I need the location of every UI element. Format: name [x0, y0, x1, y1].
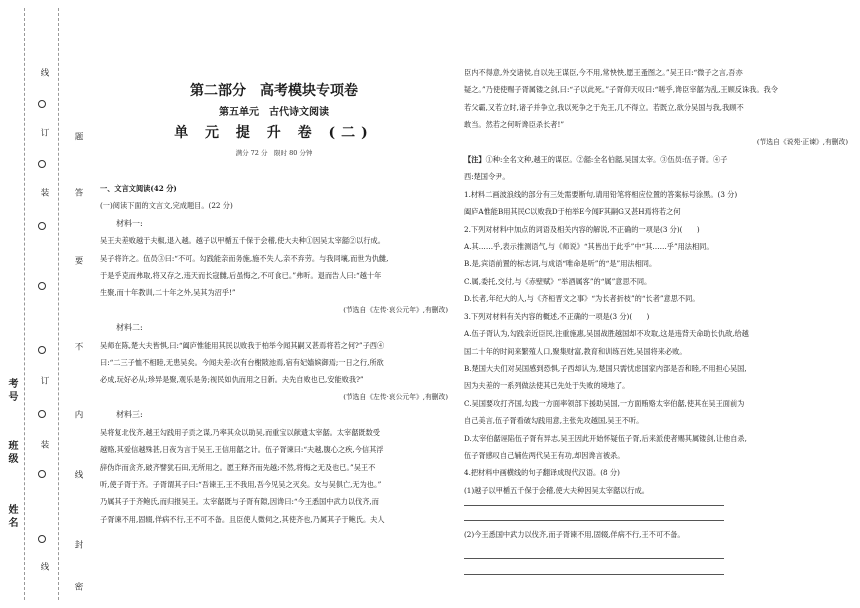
material-2-line: 曰:“二三子恤不相睦,无患吴矣。今闻夫差:次有台榭陂池焉,宿有妃嫱嫔御焉;一日之行,所欲 [100, 358, 384, 368]
binding-mark: 题 [73, 132, 83, 143]
binding-mark: 线 [73, 470, 83, 481]
question-2: 2.下列对材料中加点的词语及相关内容的解说,不正确的一项是(3 分)( ) [464, 224, 700, 234]
material-1-source: (节选自《左传·哀公元年》,有删改) [343, 305, 448, 314]
class-label: 班级 [6, 440, 17, 466]
material-3-source: (节选自《说苑·正谏》,有删改) [756, 137, 848, 146]
binding-mark: 装 [39, 440, 49, 451]
material-1-line: 于是乎克而弗取,将又存之,违天而长寇雠,后虽悔之,不可食已。”弗听。退而告人曰:“越十年 [100, 271, 382, 281]
score-line: 满分 72 分 限时 80 分钟 [235, 149, 313, 157]
material-1-line: 吴子将许之。伍员③曰:“不可。勾践能亲而务施,施不失人,亲不弃劳。与我同壤,而世为仇雠, [100, 253, 389, 263]
question-2-option: B.是,宾语前置的标志词,与成语“唯命是听”的“是”用法相同。 [464, 259, 657, 269]
binding-margin [0, 0, 90, 608]
part-title: 第二部分 高考模块专项卷 [190, 83, 358, 99]
material-1-label: 材料一: [116, 218, 143, 228]
material-3-cont-line: 若父霸,又若立时,诸子并争立,我以死争之于先王,几不得立。若既立,欲分吴国与我,我顾不 [464, 102, 744, 112]
section-intro: (一)阅读下面的文言文,完成题目。(22 分) [100, 201, 233, 211]
question-3-option: 自己美言,伍子胥看破勾践用意,主张先攻越国,吴王不听。 [464, 416, 644, 426]
binding-hole [38, 222, 46, 230]
binding-mark: 装 [39, 188, 49, 199]
question-1-options[interactable]: 阖庐A惟能B用其民C以败我D于柏举E今闻F其嗣G又甚H焉将若之何 [464, 207, 681, 217]
material-2-line: 必成,玩好必从;珍异是聚,观乐是务;视民如仇而用之日新。夫先自败也已,安能败我?” [100, 375, 364, 385]
material-3-cont-line: 臣内不得意,外交诸侯,自以先王谋臣,今不用,常怏怏,愿王蚤图之。”吴王曰:“微子之言,吾亦 [464, 68, 743, 77]
material-1-line: 吴王夫差败越于夫椒,退入越。越子以甲楯五千保于会稽,使大夫种①因吴太宰嚭②以行成。 [100, 236, 385, 246]
binding-mark: 内 [73, 410, 83, 421]
material-2-label: 材料二: [116, 323, 143, 333]
question-3-option: D.太宰伯嚭诬陷伍子胥有异志,吴王因此开始怀疑伍子胥,后来派使者赐其属镂剑,让他自杀, [464, 433, 747, 443]
name-label: 姓名 [6, 504, 17, 530]
section-text [100, 180, 448, 528]
question-4-part-2: (2)今王悉国中武力以伐齐,而子胥谏不用,固辍,佯病不行,王不可不备。 [464, 530, 685, 539]
note [464, 151, 848, 168]
question-1: 1.材料二画波浪线的部分有三处需要断句,请用铅笔将相应位置的答案标号涂黑。(3 分) [464, 189, 738, 199]
note-line: ①种:全名文种,越王的谋臣。②嚭:全名伯嚭,吴国太宰。③伍员:伍子胥。④子 [485, 155, 728, 165]
question-2-option: A.其……乎,表示推测语气,与《师说》“其皆出于此乎”中“其……乎”用法相同。 [464, 242, 714, 252]
binding-hole [38, 410, 46, 418]
answer-line[interactable] [464, 558, 724, 559]
question-4: 4.把材料中画横线的句子翻译成现代汉语。(8 分) [464, 468, 620, 478]
material-1-line: 生聚,而十年教训,二十年之外,吴其为沼乎!” [100, 288, 236, 298]
binding-hole [38, 470, 46, 478]
answer-line[interactable] [464, 574, 724, 575]
material-3-cont-line: 疑之。”乃使使赐子胥属镂之剑,曰:“子以此死。”子胥仰天叹曰:“嗟乎,谗臣宰嚭为乱,王顾反诛我。我令 [464, 85, 778, 95]
material-3-line: 听,使子胥于齐。子胥谓其子曰:“吾谏王,王不我用,吾今见吴之灭矣。女与吴俱亡,无为也。” [100, 479, 382, 489]
right-text [464, 64, 848, 499]
section-heading: 一、文言文阅读(42 分) [100, 184, 177, 193]
binding-mark: 订 [39, 376, 49, 387]
binding-mark: 密 [73, 582, 83, 593]
binding-mark: 封 [73, 540, 83, 551]
question-3-option: C.吴国要攻打齐国,勾践一方面率领部下援助吴国,一方面贿赂太宰伯嚭,使其在吴王面前为 [464, 398, 745, 408]
question-2-option: D.长者,年纪大的人,与《齐桓晋文之事》“为长者折枝”的“长者”意思不同。 [464, 294, 700, 304]
binding-hole [38, 346, 46, 354]
binding-hole [38, 282, 46, 290]
binding-mark: 要 [73, 256, 83, 267]
binding-line-outer [24, 8, 25, 600]
exam-number-label: 考号 [6, 378, 17, 404]
binding-line-inner [58, 8, 59, 600]
question-3: 3.下列对材料有关内容的概述,不正确的一项是(3 分)( ) [464, 311, 650, 321]
binding-hole [38, 100, 46, 108]
binding-mark: 订 [39, 128, 49, 139]
binding-mark: 答 [73, 188, 83, 199]
exam-title: 单 元 提 升 卷 (二) [174, 125, 374, 141]
question-3-option: 因为夫差的一系列做法使其已先处于失败的境地了。 [464, 381, 630, 391]
answer-line[interactable] [464, 505, 724, 506]
binding-hole [38, 160, 46, 168]
material-2-line: 吴师在陈,楚大夫皆惧,曰:“阖庐惟能用其民以败我于柏举今闻其嗣又甚焉将若之何?”子西④ [100, 340, 385, 350]
answer-line[interactable] [464, 520, 724, 521]
note-label: 【注】 [464, 155, 486, 165]
unit-title: 第五单元 古代诗文阅读 [219, 107, 329, 118]
binding-mark: 线 [39, 68, 49, 79]
note-line: 西:楚国令尹。 [464, 172, 510, 182]
question-4-part-1: (1)越子以甲楯五千保于会稽,使大夫种因吴太宰嚭以行成。 [464, 485, 649, 495]
binding-hole [38, 535, 46, 543]
material-3-line: 吴将复北伐齐,越王勾践用子贡之谋,乃率其众以助吴,而重宝以献遗太宰嚭。太宰嚭既数受 [100, 427, 380, 437]
question-3-option: 伍子胥感叹自己辅佐两代吴王有功,却因谗言被杀。 [464, 450, 625, 460]
material-3-line: 乃属其子于齐鲍氏,而归报吴王。太宰嚭既与子胥有隙,因谗曰:“今王悉国中武力以伐齐,而 [100, 497, 379, 507]
material-3-label: 材料三: [116, 410, 143, 420]
material-3-line: 辞伪诈而贪齐,破齐譬犹石田,无所用之。愿王释齐而先越;不然,将悔之无及也已。”吴王不 [100, 462, 376, 472]
question-2-option: C.属,委托,交付,与《赤壁赋》“举酒属客”的“属”意思不同。 [464, 276, 652, 286]
question-3-option: 国二十年的时间来繁殖人口,聚集财富,教育和训练百姓,吴国将来必败。 [464, 346, 687, 356]
material-2-source: (节选自《左传·哀公元年》,有删改) [343, 392, 448, 401]
material-3-line: 越赂,其爱信越殊甚,日夜为言于吴王,王信用嚭之计。伍子胥谏曰:“夫越,腹心之疾,今信其浮 [100, 445, 384, 455]
question-3-option: B.楚国大夫们对吴国感到恐惧,子西却认为,楚国只需忧虑国家内部是否和睦,不用担心吴国, [464, 363, 747, 373]
material-3-line: 子胥谏不用,固辍,佯病不行,王不可不备。且臣使人微伺之,其使齐也,乃属其子于鲍氏。夫人 [100, 514, 385, 524]
material-3-cont-line: 敢当。然若之何听谗臣杀长者!” [464, 120, 565, 130]
question-3-option: A.伍子胥认为,勾践亲近臣民,注重施惠,吴国战胜越国却不攻取,这是违背天命助长仇敌,给越 [464, 329, 749, 339]
binding-mark: 线 [39, 562, 49, 573]
binding-mark: 不 [73, 342, 83, 353]
